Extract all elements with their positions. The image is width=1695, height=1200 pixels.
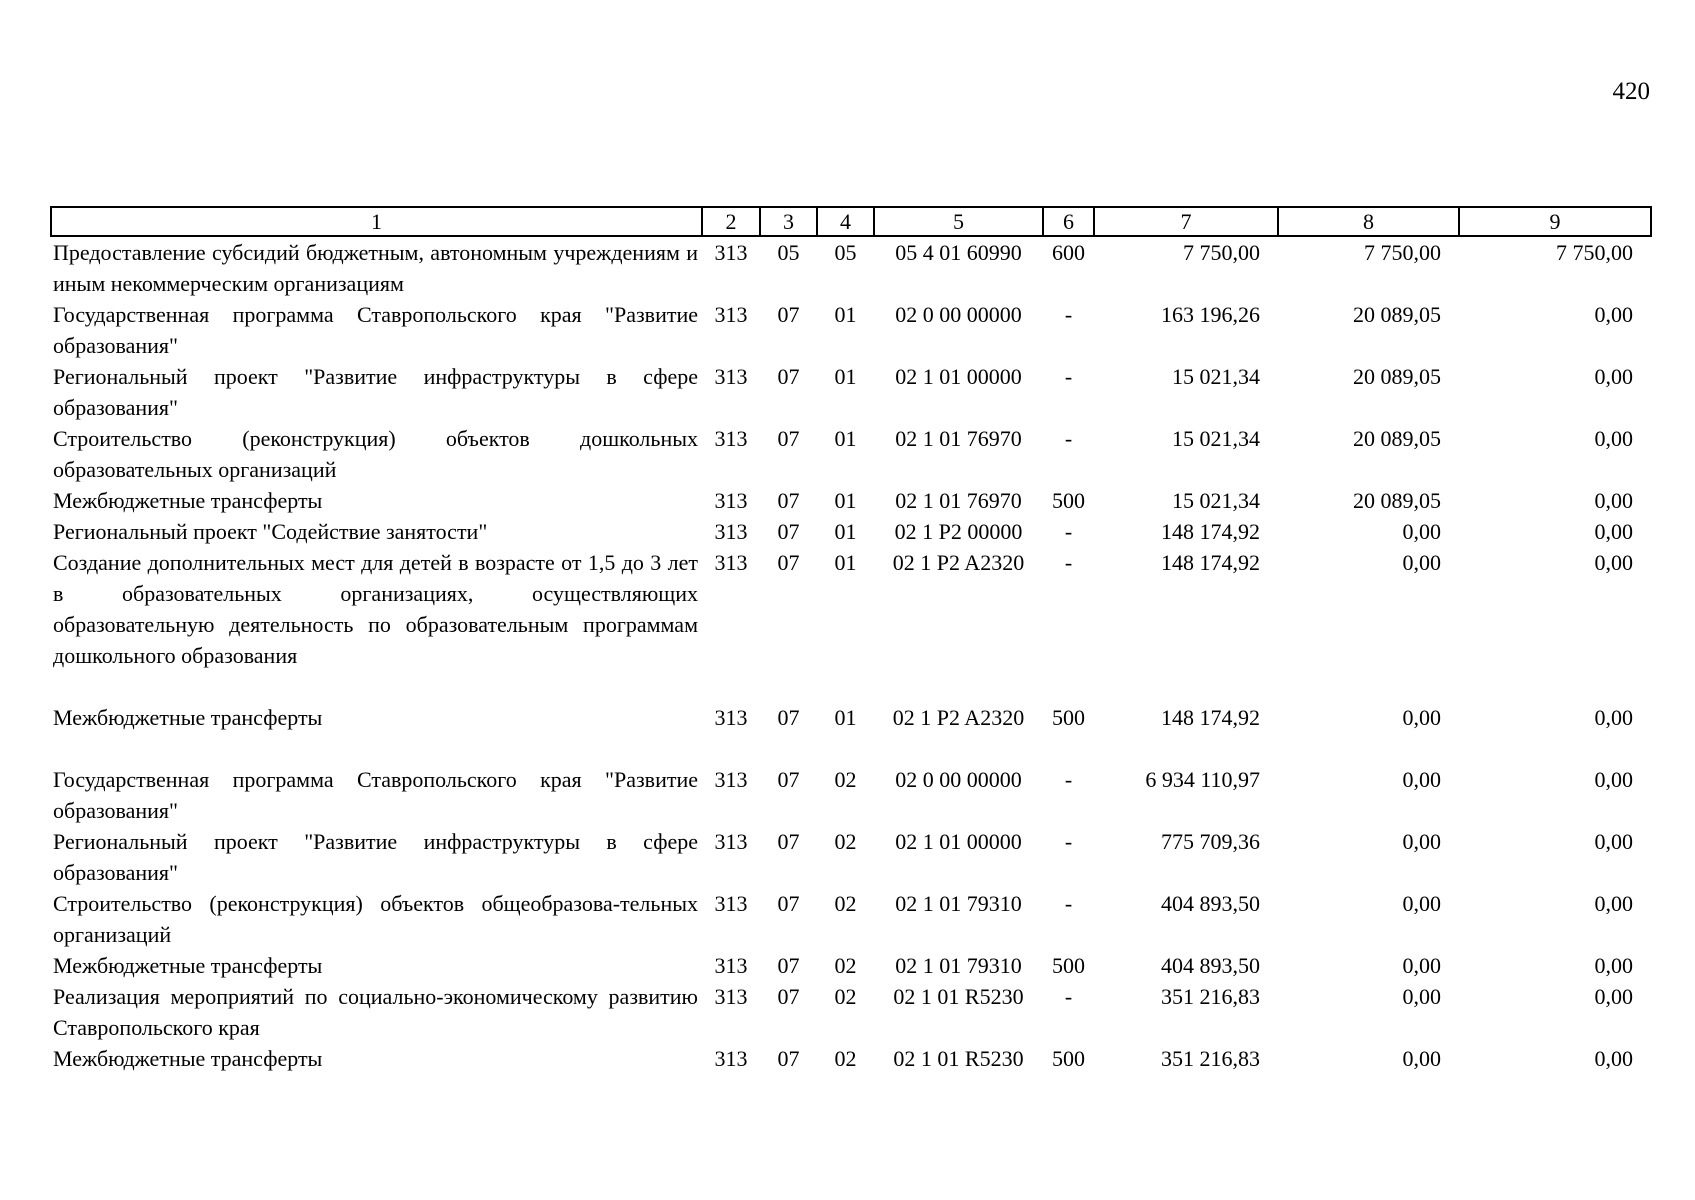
table-row (51, 702, 1651, 764)
table-row (51, 299, 1651, 361)
cell-expense-type: 600 (1052, 240, 1085, 265)
table-row (51, 236, 1651, 299)
cell-expense-type: 500 (1052, 705, 1085, 730)
cell-amount-1: 148 174,92 (1161, 550, 1260, 575)
cell-amount-1: 404 893,50 (1161, 891, 1260, 916)
cell-amount-2: 0,00 (1402, 891, 1441, 916)
column-header: 3 (760, 207, 817, 236)
cell-target-article: 02 1 01 76970 (895, 488, 1022, 513)
row-name: Строительство (реконструкция) объектов общеобразова-тельных организаций (53, 891, 698, 947)
cell-expense-type: - (1064, 984, 1073, 1009)
cell-ministry: 313 (714, 519, 748, 544)
cell-amount-1: 163 196,26 (1161, 302, 1260, 327)
budget-table (50, 206, 1652, 1074)
row-name: Государственная программа Ставропольского края "Развитие образования" (53, 767, 698, 823)
cell-target-article: 02 1 01 79310 (895, 891, 1022, 916)
cell-ministry: 313 (714, 767, 748, 792)
cell-amount-3: 0,00 (1594, 767, 1633, 792)
cell-section: 07 (777, 953, 800, 978)
row-name: Межбюджетные трансферты (53, 488, 323, 513)
cell-ministry: 313 (714, 1046, 748, 1071)
cell-amount-3: 0,00 (1594, 829, 1633, 854)
row-name: Региональный проект "Содействие занятости" (53, 519, 488, 544)
cell-amount-2: 0,00 (1402, 705, 1441, 730)
cell-amount-2: 0,00 (1402, 550, 1441, 575)
cell-amount-2: 7 750,00 (1364, 240, 1441, 265)
cell-expense-type: - (1064, 426, 1073, 451)
cell-section: 07 (777, 550, 800, 575)
cell-amount-2: 0,00 (1402, 1046, 1441, 1071)
row-name: Межбюджетные трансферты (53, 953, 323, 978)
cell-target-article: 02 1 P2 00000 (894, 519, 1023, 544)
cell-expense-type: - (1064, 364, 1073, 389)
cell-ministry: 313 (714, 426, 748, 451)
row-name: Предоставление субсидий бюджетным, автономным учреждениям и иным некоммерческим организациям (53, 240, 698, 296)
cell-amount-3: 0,00 (1594, 891, 1633, 916)
cell-section: 05 (777, 240, 800, 265)
cell-target-article: 02 1 01 R5230 (893, 1046, 1024, 1071)
cell-subsection: 01 (834, 426, 857, 451)
cell-amount-2: 0,00 (1402, 829, 1441, 854)
cell-target-article: 02 1 01 00000 (895, 364, 1022, 389)
table-row (51, 950, 1651, 981)
row-name: Межбюджетные трансферты (53, 705, 323, 730)
cell-subsection: 01 (834, 364, 857, 389)
cell-target-article: 02 1 01 00000 (895, 829, 1022, 854)
cell-amount-2: 0,00 (1402, 767, 1441, 792)
cell-section: 07 (777, 1046, 800, 1071)
cell-ministry: 313 (714, 550, 748, 575)
cell-section: 07 (777, 891, 800, 916)
cell-amount-1: 351 216,83 (1161, 1046, 1260, 1071)
cell-ministry: 313 (714, 705, 748, 730)
cell-amount-3: 0,00 (1594, 705, 1633, 730)
cell-subsection: 01 (834, 550, 857, 575)
cell-amount-1: 148 174,92 (1161, 519, 1260, 544)
column-header: 4 (817, 207, 874, 236)
cell-amount-2: 0,00 (1402, 953, 1441, 978)
cell-expense-type: 500 (1052, 1046, 1085, 1071)
cell-amount-2: 20 089,05 (1353, 364, 1441, 389)
cell-amount-1: 15 021,34 (1172, 364, 1260, 389)
cell-amount-2: 0,00 (1402, 519, 1441, 544)
cell-subsection: 02 (834, 767, 857, 792)
table-row (51, 423, 1651, 485)
column-header: 9 (1459, 207, 1651, 236)
cell-subsection: 02 (834, 953, 857, 978)
cell-ministry: 313 (714, 891, 748, 916)
cell-section: 07 (777, 767, 800, 792)
cell-amount-1: 6 934 110,97 (1145, 767, 1260, 792)
row-name: Межбюджетные трансферты (53, 1046, 323, 1071)
table-row (51, 888, 1651, 950)
cell-amount-1: 15 021,34 (1172, 488, 1260, 513)
cell-subsection: 02 (834, 984, 857, 1009)
table-row (51, 1043, 1651, 1074)
column-header: 6 (1043, 207, 1094, 236)
cell-subsection: 01 (834, 519, 857, 544)
table-row (51, 826, 1651, 888)
cell-amount-3: 0,00 (1594, 519, 1633, 544)
cell-ministry: 313 (714, 829, 748, 854)
table-row (51, 516, 1651, 547)
cell-subsection: 02 (834, 1046, 857, 1071)
table-row (51, 361, 1651, 423)
table-row (51, 981, 1651, 1043)
cell-expense-type: - (1064, 302, 1073, 327)
cell-subsection: 01 (834, 302, 857, 327)
header-row (51, 207, 1651, 236)
cell-amount-3: 0,00 (1594, 364, 1633, 389)
cell-ministry: 313 (714, 984, 748, 1009)
cell-amount-1: 351 216,83 (1161, 984, 1260, 1009)
table-row (51, 764, 1651, 826)
cell-amount-1: 7 750,00 (1183, 240, 1260, 265)
cell-expense-type: - (1064, 519, 1073, 544)
cell-target-article: 02 0 00 00000 (895, 302, 1022, 327)
cell-section: 07 (777, 984, 800, 1009)
cell-amount-3: 0,00 (1594, 984, 1633, 1009)
cell-amount-3: 0,00 (1594, 426, 1633, 451)
cell-amount-1: 775 709,36 (1161, 829, 1260, 854)
cell-amount-2: 20 089,05 (1353, 488, 1441, 513)
cell-target-article: 02 1 01 76970 (895, 426, 1022, 451)
cell-amount-1: 15 021,34 (1172, 426, 1260, 451)
table-row (51, 547, 1651, 702)
cell-amount-1: 404 893,50 (1161, 953, 1260, 978)
cell-section: 07 (777, 426, 800, 451)
cell-amount-3: 0,00 (1594, 488, 1633, 513)
cell-section: 07 (777, 705, 800, 730)
row-name: Региональный проект "Развитие инфраструктуры в сфере образования" (53, 364, 698, 420)
row-name: Региональный проект "Развитие инфраструктуры в сфере образования" (53, 829, 698, 885)
row-name: Создание дополнительных мест для детей в возрасте от 1,5 до 3 лет в образовательных организациях, осуществляющих образовательную деятельность по образовательным программам дошкольного образования (53, 550, 698, 668)
cell-subsection: 02 (834, 891, 857, 916)
cell-amount-2: 20 089,05 (1353, 302, 1441, 327)
cell-section: 07 (777, 364, 800, 389)
column-header: 2 (702, 207, 760, 236)
row-name: Реализация мероприятий по социально-экономическому развитию Ставропольского края (53, 984, 698, 1040)
cell-expense-type: - (1064, 550, 1073, 575)
cell-ministry: 313 (714, 302, 748, 327)
cell-ministry: 313 (714, 364, 748, 389)
cell-subsection: 01 (834, 488, 857, 513)
cell-target-article: 02 1 01 79310 (895, 953, 1022, 978)
cell-target-article: 02 1 P2 A2320 (892, 705, 1025, 730)
page-number: 420 (1612, 78, 1650, 105)
cell-expense-type: - (1064, 767, 1073, 792)
column-header: 5 (874, 207, 1043, 236)
cell-target-article: 02 1 P2 A2320 (892, 550, 1025, 575)
cell-target-article: 05 4 01 60990 (895, 240, 1022, 265)
cell-expense-type: - (1064, 891, 1073, 916)
row-name: Строительство (реконструкция) объектов дошкольных образовательных организаций (53, 426, 698, 482)
cell-amount-3: 0,00 (1594, 953, 1633, 978)
cell-subsection: 01 (834, 705, 857, 730)
cell-target-article: 02 0 00 00000 (895, 767, 1022, 792)
row-name: Государственная программа Ставропольского края "Развитие образования" (53, 302, 698, 358)
column-header: 8 (1278, 207, 1459, 236)
cell-amount-3: 0,00 (1594, 1046, 1633, 1071)
cell-amount-3: 0,00 (1594, 550, 1633, 575)
column-header: 7 (1094, 207, 1278, 236)
cell-expense-type: 500 (1052, 953, 1085, 978)
cell-ministry: 313 (714, 240, 748, 265)
cell-amount-3: 0,00 (1594, 302, 1633, 327)
cell-expense-type: 500 (1052, 488, 1085, 513)
cell-amount-2: 0,00 (1402, 984, 1441, 1009)
cell-amount-1: 148 174,92 (1161, 705, 1260, 730)
cell-ministry: 313 (714, 953, 748, 978)
cell-expense-type: - (1064, 829, 1073, 854)
cell-target-article: 02 1 01 R5230 (893, 984, 1024, 1009)
cell-amount-3: 7 750,00 (1556, 240, 1633, 265)
cell-section: 07 (777, 829, 800, 854)
cell-amount-2: 20 089,05 (1353, 426, 1441, 451)
cell-subsection: 05 (834, 240, 857, 265)
table-row (51, 485, 1651, 516)
column-header: 1 (51, 207, 702, 236)
cell-ministry: 313 (714, 488, 748, 513)
cell-subsection: 02 (834, 829, 857, 854)
cell-section: 07 (777, 519, 800, 544)
cell-section: 07 (777, 302, 800, 327)
cell-section: 07 (777, 488, 800, 513)
